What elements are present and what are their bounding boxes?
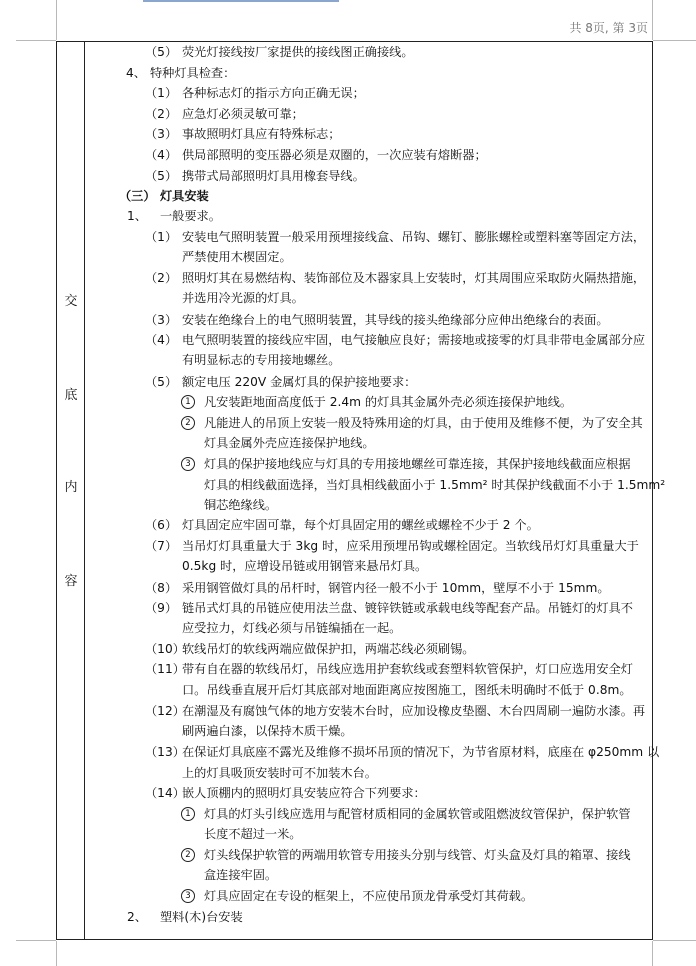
item-number: （2）	[145, 107, 178, 121]
paragraph-line: 当吊灯灯具重量大于 3kg 时，应采用预埋吊钩或螺栓固定。当软线吊灯灯具重量大于	[182, 539, 639, 553]
item-number: （1）	[145, 230, 178, 244]
paragraph-continuation-line: 灯具金属外壳应连接保护地线。	[204, 436, 375, 450]
item-number: （4）	[145, 148, 178, 162]
paragraph-line: 带有自在器的软线吊灯，吊线应选用护套软线或套塑料软管保护，灯口应选用安全灯	[182, 662, 633, 676]
item-number: 2、	[127, 910, 147, 924]
paragraph-line: 应急灯必须灵敏可靠；	[182, 107, 304, 121]
paragraph-line: 各种标志灯的指示方向正确无误；	[182, 86, 365, 100]
item-number: 4、	[126, 66, 146, 80]
paragraph-line: 照明灯其在易燃结构、装饰部位及木器家具上安装时，灯其周围应采取防火隔热措施，	[182, 271, 646, 285]
item-number: （10）	[145, 642, 185, 656]
paragraph-line: 额定电压 220V 金属灯具的保护接地要求：	[182, 375, 417, 389]
side-label-char-1: 交	[64, 294, 78, 309]
paragraph-line: 电气照明装置的接线应牢固，电气接触应良好；需接地或接零的灯具非带电金属部分应	[182, 333, 646, 347]
paragraph-line: 一般要求。	[160, 209, 221, 223]
paragraph-continuation-line: 灯具的相线截面选择，当灯具相线截面小于 1.5mm² 时其保护线截面不小于 1.5mm²	[204, 478, 666, 492]
item-number: 1、	[127, 209, 147, 223]
paragraph-line: 灯具应固定在专设的框架上，不应使吊顶龙骨承受灯其荷载。	[204, 889, 534, 903]
item-number: （11）	[145, 662, 185, 676]
paragraph-line: 凡安装距地面高度低于 2.4m 的灯具其金属外壳必须连接保护地线。	[204, 395, 573, 409]
item-number: （2）	[145, 271, 178, 285]
paragraph-line: 灯具安装	[160, 189, 209, 203]
paragraph-continuation-line: 0.5kg 时，应增设吊链或用钢管来悬吊灯具。	[182, 559, 428, 573]
paragraph-continuation-line: 盒连接牢固。	[204, 868, 278, 882]
circled-number: 2	[181, 848, 195, 862]
paragraph-line: 塑料(木)台安装	[160, 910, 243, 924]
item-number: （5）	[145, 169, 178, 183]
circled-number: 2	[181, 416, 195, 430]
paragraph-continuation-line: 口。吊线垂直展开后灯其底部对地面距离应按图施工，图纸未明确时不低于 0.8m。	[182, 683, 632, 697]
paragraph-continuation-line: 铜芯绝缘线。	[204, 498, 278, 512]
paragraph-continuation-line: 上的灯具吸顶安装时可不加装木台。	[182, 766, 377, 780]
paragraph-line: 灯具固定应牢固可靠，每个灯具固定用的螺丝或螺栓不少于 2 个。	[182, 518, 539, 532]
circled-number: 1	[181, 807, 195, 821]
side-label-char-3: 内	[64, 480, 78, 495]
paragraph-line: 携带式局部照明灯具用橡套导线。	[182, 169, 365, 183]
item-number: （1）	[145, 86, 178, 100]
side-label-char-4: 容	[64, 574, 78, 589]
paragraph-line: 特种灯具检查：	[150, 66, 236, 80]
paragraph-line: 链吊式灯具的吊链应使用法兰盘、镀锌铁链或承载电线等配套产品。吊链灯的灯具不	[182, 601, 633, 615]
item-number: （12）	[145, 704, 185, 718]
paragraph-line: 荧光灯接线按厂家提供的接线图正确接线。	[182, 45, 414, 59]
paragraph-line: 灯具的灯头引线应选用与配管材质相同的金属软管或阻燃波纹管保护，保护软管	[204, 807, 631, 821]
paragraph-continuation-line: 有明显标志的专用接地螺丝。	[182, 353, 341, 367]
paragraph-line: 事故照明灯具应有特殊标志；	[182, 127, 341, 141]
item-number: （8）	[145, 581, 178, 595]
paragraph-line: 采用钢管做灯具的吊杆时，钢管内径一般不小于 10mm，壁厚不小于 15mm。	[182, 581, 610, 595]
paragraph-line: 供局部照明的变压器必须是双圈的，一次应装有熔断器；	[182, 148, 487, 162]
item-number: （13）	[145, 745, 185, 759]
paragraph-continuation-line: 严禁使用木楔固定。	[182, 250, 292, 264]
paragraph-line: 凡能进人的吊顶上安装一般及特殊用途的灯具，由于使用及维修不便，为了安全其	[204, 416, 643, 430]
item-number: （6）	[145, 518, 178, 532]
paragraph-continuation-line: 并选用冷光源的灯具。	[182, 291, 304, 305]
item-number: （5）	[145, 45, 178, 59]
item-number: （9）	[145, 601, 178, 615]
item-number: （7）	[145, 539, 178, 553]
item-number: （3）	[145, 313, 178, 327]
circled-number: 1	[181, 395, 195, 409]
paragraph-continuation-line: 应受拉力，灯线必须与吊链编插在一起。	[182, 621, 402, 635]
side-label-char-2: 底	[64, 388, 78, 403]
paragraph-line: 安装电气照明装置一般采用预埋接线盒、吊钩、螺钉、膨胀螺栓或塑料塞等固定方法，	[182, 230, 646, 244]
paragraph-line: 软线吊灯的软线两端应做保护扣，两端芯线必须刷锡。	[182, 642, 475, 656]
item-number: （三）	[119, 189, 156, 203]
page-number: 共 8页, 第 3页	[569, 21, 648, 35]
circled-number: 3	[181, 457, 195, 471]
paragraph-line: 在保证灯具底座不露光及维修不损坏吊顶的情况下，为节省原材料，底座在 φ250mm 以	[182, 745, 660, 759]
paragraph-continuation-line: 刷两遍白漆，以保持木质干燥。	[182, 724, 353, 738]
paragraph-line: 安装在绝缘台上的电气照明装置，其导线的接头绝缘部分应伸出绝缘台的表面。	[182, 313, 609, 327]
circled-number: 3	[181, 889, 195, 903]
paragraph-line: 灯具的保护接地线应与灯具的专用接地螺丝可靠连接，其保护接地线截面应根据	[204, 457, 631, 471]
item-number: （4）	[145, 333, 178, 347]
paragraph-continuation-line: 长度不超过一米。	[204, 827, 302, 841]
item-number: （14）	[145, 786, 185, 800]
paragraph-line: 在潮湿及有腐蚀气体的地方安装木台时，应加设橡皮垫圈、木台四周刷一遍防水漆。再	[182, 704, 646, 718]
paragraph-line: 嵌人顶棚内的照明灯具安装应符合下列要求：	[182, 786, 426, 800]
item-number: （3）	[145, 127, 178, 141]
paragraph-line: 灯头线保护软管的两端用软管专用接头分别与线管、灯头盒及灯具的箱罩、接线	[204, 848, 631, 862]
item-number: （5）	[145, 375, 178, 389]
